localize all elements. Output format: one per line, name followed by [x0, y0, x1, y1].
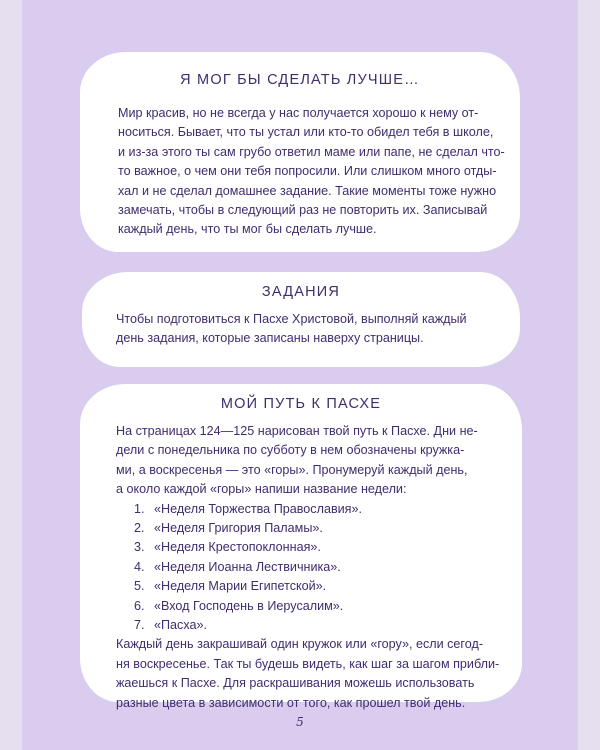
- list-number: 6.: [134, 598, 145, 613]
- body-line: и из-за этого ты сам грубо ответил маме или папе, не сделал что-: [118, 144, 505, 159]
- section-body: [116, 422, 499, 713]
- list-text: «Пасха».: [154, 618, 208, 633]
- body-line: На страницах 124—125 нарисован твой путь к Пасхе. Дни не-: [116, 424, 478, 438]
- list-text: «Вход Господень в Иерусалим».: [154, 598, 344, 613]
- list-number: 4.: [134, 559, 145, 574]
- section-path-to-easter: [80, 384, 522, 710]
- list-number: 3.: [134, 540, 145, 555]
- list-number: 2.: [134, 521, 145, 536]
- body-line: жаешься к Пасхе. Для раскрашивания можешь использовать: [116, 676, 475, 691]
- body-line: Чтобы подготовиться к Пасхе Христовой, выполняй каждый: [116, 312, 467, 326]
- list-text: «Неделя Григория Паламы».: [154, 521, 323, 536]
- body-line: день задания, которые записаны наверху страницы.: [116, 331, 424, 346]
- list-item: [116, 538, 499, 557]
- body-line: ня воскресенье. Так ты будешь видеть, как шаг за шагом прибли-: [116, 656, 500, 671]
- body-line: разные цвета в зависимости от того, как прошел твой день.: [116, 695, 466, 710]
- body-line: Каждый день закрашивай один кружок или «гору», если сегод-: [116, 637, 484, 652]
- page-number: 5: [296, 715, 304, 729]
- section-could-do-better: [80, 52, 520, 252]
- list-number: 7.: [134, 618, 145, 633]
- body-line: то важное, о чем они тебя попросили. Или слишком много отды-: [118, 164, 497, 179]
- list-text: «Неделя Крестопоклонная».: [154, 540, 321, 555]
- list-item: [116, 558, 499, 577]
- list-item: [116, 500, 499, 519]
- section-title: Я МОГ БЫ СДЕЛАТЬ ЛУЧШЕ…: [180, 72, 420, 88]
- section-body: [118, 104, 505, 240]
- list-item: [116, 519, 499, 538]
- body-line: каждый день, что ты мог бы сделать лучше.: [118, 222, 377, 237]
- list-item: [116, 577, 499, 596]
- body-line: дели с понедельника по субботу в нем обозначены кружка-: [116, 443, 465, 458]
- list-number: 1.: [134, 501, 145, 516]
- body-line: хал и не сделал домашнее задание. Такие моменты тоже нужно: [118, 183, 497, 198]
- body-line: замечать, чтобы в следующий раз не повторить их. Записывай: [118, 203, 488, 218]
- body-line: а около каждой «горы» напиши название недели:: [116, 482, 407, 497]
- list-text: «Неделя Иоанна Лествичника».: [154, 559, 341, 574]
- body-line: Мир красив, но не всегда у нас получается хорошо к нему от-: [118, 106, 479, 120]
- list-text: «Неделя Марии Египетской».: [154, 579, 327, 594]
- weeks-list: [116, 500, 499, 636]
- section-title: ЗАДАНИЯ: [261, 284, 341, 300]
- section-tasks: [82, 272, 520, 367]
- section-title: МОЙ ПУТЬ К ПАСХЕ: [220, 396, 382, 412]
- body-line: ноcиться. Бывает, что ты устал или кто-то обидел тебя в школе,: [118, 125, 494, 140]
- list-item: [116, 616, 499, 635]
- body-line: ми, а воскресенья — это «горы». Пронумеруй каждый день,: [116, 462, 468, 477]
- list-text: «Неделя Торжества Православия».: [154, 501, 362, 516]
- section-body: [116, 310, 467, 349]
- list-number: 5.: [134, 579, 145, 594]
- list-item: [116, 597, 499, 616]
